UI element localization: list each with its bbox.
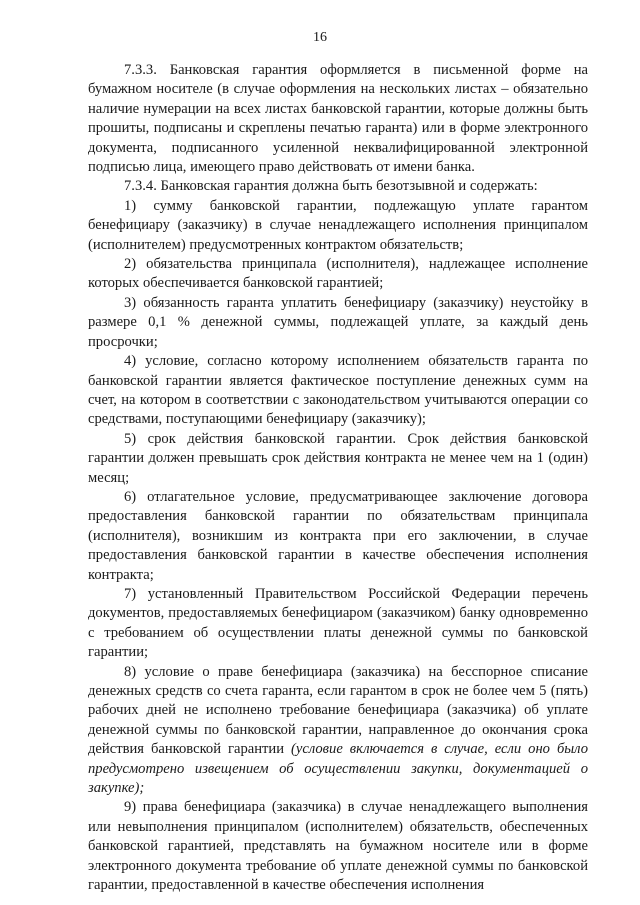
page-number: 16 bbox=[313, 30, 327, 45]
list-item-3: 3) обязанность гаранта уплатить бенефициару (заказчику) неустойку в размере 0,1 % денежной суммы, подлежащей уплате, за каждый день просрочки; bbox=[88, 294, 588, 350]
list-item-2: 2) обязательства принципала (исполнителя), надлежащее исполнение которых обеспечивается банковской гарантией; bbox=[88, 256, 588, 292]
list-item-9: 9) права бенефициара (заказчика) в случае ненадлежащего выполнения или невыполнения принципалом (исполнителем) обязательств, обеспеченных банковской гарантией, представлять на бумажном носителе или в форме электронного документа требование об уплате денежной суммы по банковской гарантии, предоставленной в качестве обеспечения исполнения bbox=[88, 799, 588, 894]
list-item-8-text: 8) условие о праве бенефициара (заказчика) на бесспорное списание денежных средств со счета гаранта, если гарантом в срок не более чем 5 (пять) рабочих дней не исполнено требование бенефициара (заказчика) об уплате денежной суммы по банковской гарантии, направленное до окончания срока действия банковской гарантии bbox=[88, 663, 588, 758]
list-item-8 bbox=[88, 663, 588, 799]
list-item-4: 4) условие, согласно которому исполнением обязательств гаранта по банковской гарантии является фактическое поступление денежных сумм на счет, на котором в соответствии с законодательством учитываются операции со средствами, поступающими бенефициару (заказчику); bbox=[88, 353, 588, 428]
document-body bbox=[88, 61, 588, 895]
list-item-7: 7) установленный Правительством Российской Федерации перечень документов, предоставляемых бенефициаром (заказчиком) банку одновременно с требованием об осуществлении платы денежной суммы по банковской гарантии; bbox=[88, 585, 588, 661]
list-item-1: 1) сумму банковской гарантии, подлежащую уплате гарантом бенефициару (заказчику) в случае ненадлежащего исполнения принципалом (исполнителем) предусмотренных контрактом обязательств; bbox=[88, 197, 588, 253]
list-item-6: 6) отлагательное условие, предусматривающее заключение договора предоставления банковской гарантии по обязательствам принципала (исполнителя), возникшим из контракта при его заключении, в случае предоставления банковской гарантии в качестве обеспечения исполнения контракта; bbox=[88, 488, 588, 583]
paragraph-7-3-3: 7.3.3. Банковская гарантия оформляется в письменной форме на бумажном носителе (в случае оформления на нескольких листах – обязательно наличие нумерации на всех листах банковской гарантии, которые должны быть прошиты, подписаны и скреплены печатью гаранта) или в форме электронного документа, подписанного усиленной неквалифицированной электронной подписью лица, имеющего право действовать от имени банка. bbox=[88, 62, 588, 176]
list-item-5: 5) срок действия банковской гарантии. Срок действия банковской гарантии должен превышать срок действия контракта не менее чем на 1 (один) месяц; bbox=[88, 430, 588, 486]
paragraph-7-3-4: 7.3.4. Банковская гарантия должна быть безотзывной и содержать: bbox=[124, 178, 538, 195]
list-item-8-italic-note: (условие включается в случае, если оно было предусмотрено извещением об осуществлении закупки, документацией о закупке); bbox=[88, 741, 589, 797]
